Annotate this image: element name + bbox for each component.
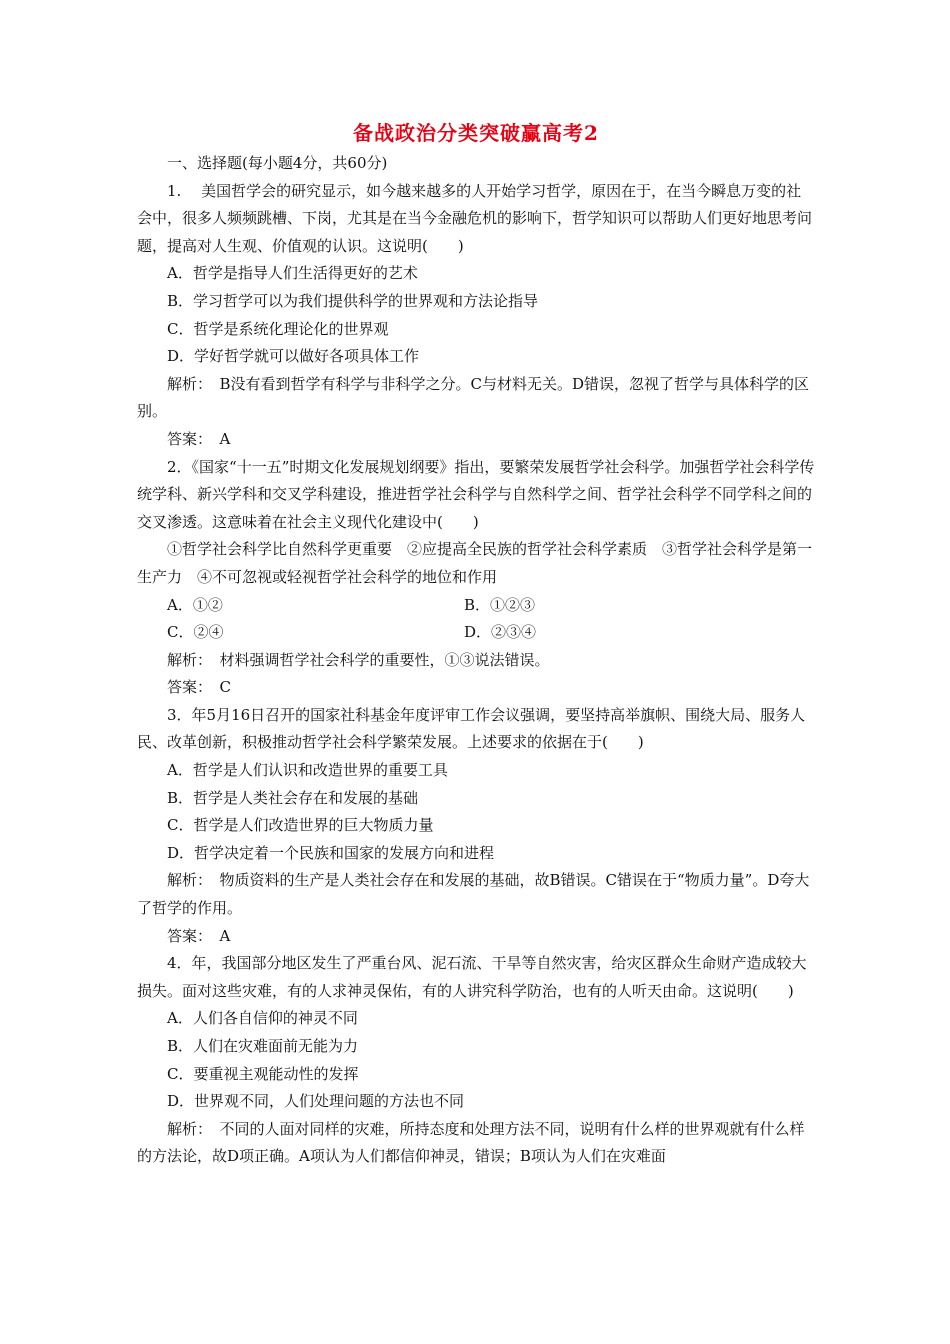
q4-analysis: 解析： 不同的人面对同样的灾难，所持态度和处理方法不同，说明有什么样的世界观就有什么样的方法论，故D项正确。A项认为人们都信仰神灵，错误；B项认为人们在灾难面	[137, 1119, 805, 1166]
q3-option-c: C．哲学是人们改造世界的巨大物质力量	[167, 816, 434, 835]
q3-option-a: A．哲学是人们认识和改造世界的重要工具	[167, 761, 448, 780]
q3-answer: 答案： A	[167, 926, 231, 945]
q1-option-a: A．哲学是指导人们生活得更好的艺术	[167, 264, 418, 283]
document-page	[137, 118, 815, 1171]
q3-stem: 3．年5月16日召开的国家社科基金年度评审工作会议强调，要坚持高举旗帜、围绕大局、服务人民、改革创新，积极推动哲学社会科学繁荣发展。上述要求的依据在于( )	[137, 705, 806, 752]
q4-option-d: D．世界观不同，人们处理问题的方法也不同	[167, 1092, 465, 1111]
q1-option-c: C．哲学是系统化理论化的世界观	[167, 319, 389, 338]
q1-analysis: 解析： B没有看到哲学有科学与非科学之分。C与材料无关。D错误，忽视了哲学与具体科学的区别。	[137, 374, 810, 421]
q1-option-b: B．学习哲学可以为我们提供科学的世界观和方法论指导	[167, 291, 539, 310]
q2-analysis: 解析： 材料强调哲学社会科学的重要性，①③说法错误。	[167, 650, 550, 669]
document-title: 备战政治分类突破赢高考2	[353, 121, 599, 145]
q2-answer: 答案： C	[167, 678, 231, 697]
q2-option-b: B．①②③	[464, 595, 536, 614]
q4-option-a: A．人们各自信仰的神灵不同	[167, 1009, 358, 1028]
q2-stem: 2．《国家“十一五”时期文化发展规划纲要》指出，要繁荣发展哲学社会科学。加强哲学社会科学传统学科、新兴学科和交叉学科建设，推进哲学社会科学与自然科学之间、哲学社会科学不同学科之间的交叉渗透。这意味着在社会主义现代化建设中( )	[137, 457, 815, 531]
q4-option-c: C．要重视主观能动性的发挥	[167, 1064, 359, 1083]
section-heading: 一、选择题(每小题4分，共60分)	[167, 154, 388, 172]
q3-option-b: B．哲学是人类社会存在和发展的基础	[167, 788, 419, 807]
q2-option-a: A．①②	[167, 595, 223, 614]
q1-option-d: D．学好哲学就可以做好各项具体工作	[167, 347, 420, 366]
q2-option-d: D．②③④	[464, 623, 537, 642]
q4-option-b: B．人们在灾难面前无能为力	[167, 1037, 359, 1055]
q2-options-row-2	[137, 619, 815, 647]
q1-stem: 1. 美国哲学会的研究显示，如今越来越多的人开始学习哲学，原因在于，在当今瞬息万变的社会中，很多人频频跳槽、下岗，尤其是在当今金融危机的影响下，哲学知识可以帮助人们更好地思考问题，提高对人生观、价值观的认识。这说明( )	[137, 181, 813, 255]
q2-option-c: C．②④	[167, 623, 224, 642]
q1-answer: 答案： A	[167, 429, 231, 448]
q3-analysis: 解析： 物质资料的生产是人类社会存在和发展的基础，故B错误。C错误在于“物质力量”。D夸大了哲学的作用。	[137, 871, 810, 918]
q2-items: ①哲学社会科学比自然科学更重要 ②应提高全民族的哲学社会科学素质 ③哲学社会科学是第一生产力 ④不可忽视或轻视哲学社会科学的地位和作用	[137, 540, 813, 586]
q3-option-d: D．哲学决定着一个民族和国家的发展方向和进程	[167, 843, 495, 862]
q4-stem: 4．年，我国部分地区发生了严重台风、泥石流、干旱等自然灾害，给灾区群众生命财产造成较大损失。面对这些灾难，有的人求神灵保佑，有的人讲究科学防治，也有的人听天由命。这说明( )	[137, 954, 807, 1000]
q2-options-row-1	[137, 592, 815, 620]
